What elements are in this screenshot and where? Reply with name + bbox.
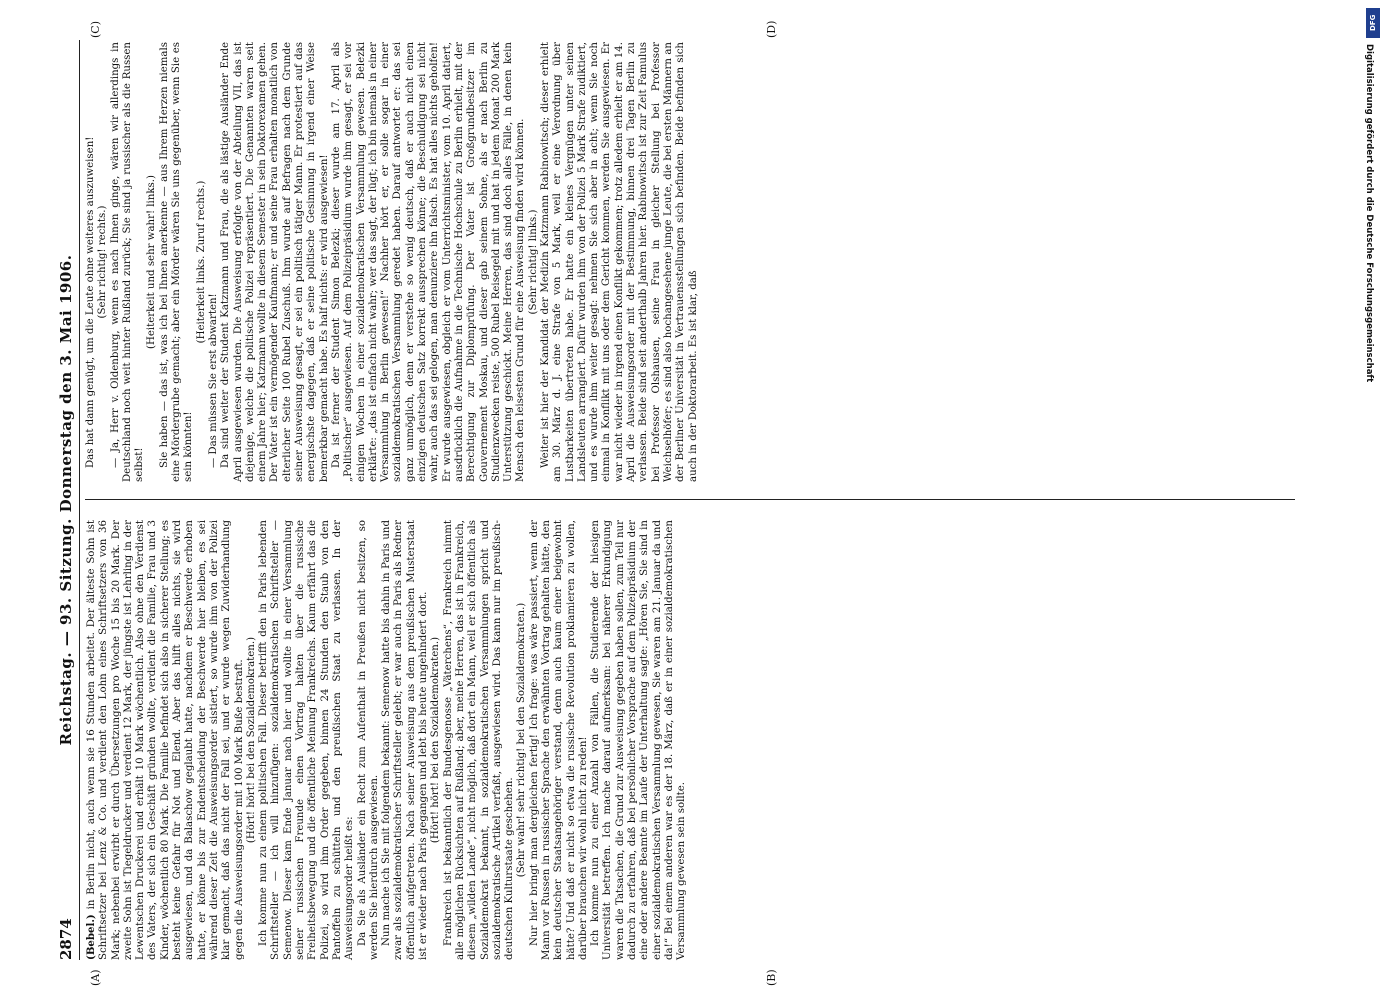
- paragraph-text: Weiter ist hier der Kandidat der Medizin Katzmann Rabinowitsch; dieser erhielt am 30. März d. J. eine Strafe von 5 Mark, weil er eine Verordnung über Lustbarkeiten übertreten habe. Er hatte ein kleines Vergnügen unter seinen Landsleuten arrangiert. Dafür wurden ihm von der Polizei 5 Mark Strafe zudiktiert, und es wurde ihm weiter gesagt: nehmen Sie sich aber in acht; wenn Sie noch einmal in Konflikt mit uns oder dem Gericht kommen, werden Sie ausgewiesen. Er war nicht wieder in irgend einen Konflikt gekommen; trotz alledem erhielt er am 14. April die Ausweisungsorder mit der Bestimmung, binnen drei Tagen Berlin zu verlassen. Beide sind seit anderthalb Jahren hier. Rabinowitsch ist zur Zeit Famulus bei Professor Olshausen, seine Frau in gleicher Stellung bei Professor Weichselhöfer; es sind also hochangesehene junge Leute, die bei ersten Männern an der Berliner Universität in Vertrauensstellungen sich befinden. Beide befinden sich auch in der Doktorarbeit. Es ist klar, daß: [539, 42, 699, 482]
- paragraph-text: Nun mache ich Sie mit folgendem bekannt: Semenow hatte bis dahin in Paris und zwar als sozialdemokratischer Schriftsteller gelebt; er war auch in Paris als Redner öffentlich aufgetreten. Nach seiner Ausweisung aus dem preußischen Musterstaat ist er wieder nach Paris gegangen und lebt bis heute ungehindert dort.: [381, 520, 430, 960]
- paragraph: [529, 520, 590, 960]
- paragraph-text: — Das müssen Sie erst abwarten!: [207, 293, 219, 468]
- paragraph: [85, 42, 97, 482]
- speaker-name: (Bebel.): [85, 914, 97, 960]
- paragraph-text: Frankreich ist bekanntlich der Bundesgenosse „Väterchens“, Frankreich nimmt alle möglichen Rücksichten auf Rußland; aber, meine Herren, das ist in Frankreich, diesem „wilden Lande“, nicht möglich, daß dort ein Mann, weil er sich öffentlich als Sozialdemokrat bekannt, in sozialdemokratischen Versammlungen spricht und sozialdemokratische Artikel verfaßt, ausgewiesen wird. Das kann nur im preußisch-deutschen Kulturstaate geschehen.: [442, 520, 516, 960]
- paragraph-text: Ich komme nun zu einer Anzahl von Fällen, die Studierende der hiesigen Universität betreffen. Ich mache darauf aufmerksam: bei näherer Erkundigung waren die Tatsachen, die Grund zur Ausweisung gegeben haben sollen, zum Teil nur dadurch zu erfahren, daß bei persönlicher Vorsprache auf dem Polizeipräsidium der eine oder andere Beamte im Laufe der Unterhaltung sagte: „Hören Sie, Sie sind in einer sozialdemokratischen Versammlung gewesen, Sie waren am 21. Januar da und da!“ Bei einem anderen war es der 18. März, daß er in einer sozialdemokratischen Versammlung gewesen sein sollte.: [590, 520, 688, 960]
- paragraph: [110, 42, 147, 482]
- paragraph: [258, 520, 356, 960]
- sidebar-note: [1360, 44, 1380, 644]
- paragraph-text: Da ist ferner der Student Simon Belezki; dieser wurde am 17. April als „Politischer“ ausgewiesen. Auf dem Polizeipräsidium wurde ihm gesagt, er sei vor einigen Wochen in einer sozialdemokratischen Versammlung gewesen. Belezki erklärte: „das ist einfach nicht wahr; wer das sagt, der lügt; ich bin niemals in einer Versammlung in Berlin gewesen!“ Nachher hört er, er solle sogar in einer sozialdemokratischen Versammlung geredet haben. Darauf antwortet er: das sei ganz unmöglich, denn er verstehe so wenig deutsch, daß er auch nicht einen einzigen deutschen Satz korrekt aussprechen könne; die Beschuldigung sei nicht wahr, auch das sei gelogen, man denunziere ihn falsch. Es hat alles nichts geholfen! Er wurde ausgewiesen, obgleich er vom Unterrichtsminister, vom 10. April datiert, ausdrücklich die Aufnahme in die Technische Hochschule zu Berlin erhielt, mit der Berechtigung zur Diplomprüfung. Der Vater ist Großgrundbesitzer im Gouvernement Moskau, und dieser gab seinem Sohne, als er nach Berlin zu Studienzwecken reiste, 500 Rubel Reisegeld mit und hat in jedem Monat 200 Mark Unterstützung geschickt. Meine Herren, das sind doch alles Fälle, in denen kein Mensch den leisesten Grund für eine Ausweisung finden wird können.: [330, 42, 527, 482]
- interjection: (Sehr richtig! rechts.): [97, 205, 109, 319]
- page-title: Reichstag. — 93. Sitzung. Donnerstag den 3. Mai 1906.: [57, 254, 75, 746]
- paragraph: [85, 520, 246, 960]
- interjection: (Heiterkeit links. Zuruf rechts.): [195, 180, 207, 344]
- left-column: [85, 520, 689, 960]
- paragraph-text: — Ja, Herr v. Oldenburg, wenn es nach Ihnen ginge, wären wir allerdings in Deutschland noch weit hinter Rußland zurück; Sie sind ja russischer als die Russen selbst!: [109, 42, 146, 482]
- funding-note: Digitalisierung gefördert durch die Deutsche Forschungsgemeinschaft: [1364, 44, 1374, 383]
- column-divider: [85, 499, 1295, 500]
- paragraph: [590, 520, 688, 960]
- paragraph: [208, 42, 220, 482]
- paragraph-text: Ich komme nun zu einem politischen Fall. Dieser betrifft den in Paris lebenden Schriftsteller — ich will hinzufügen: sozialdemokratischen Schriftsteller — Semenow. Dieser kam Ende Januar nach hier und wollte in einer Versammlung seiner russischen Freunde einen Vortrag halten über die russische Freiheitsbewegung und die öffentliche Meinung Frankreichs. Kaum erfährt das die Polizei, so wird ihm Order gegeben, binnen 24 Stunden den Staub von den Pantoffeln zu schütteln und den preußischen Staat zu verlassen. In der Ausweisungsorder heißt es:: [258, 520, 356, 960]
- paragraph: [220, 42, 331, 482]
- paragraph: [331, 42, 528, 482]
- interjection: (Sehr wahr! sehr richtig! bei den Sozialdemokraten.): [516, 602, 528, 878]
- interjection: (Sehr richtig! links.): [527, 209, 539, 315]
- paragraph: [540, 42, 700, 482]
- interjection: (Hört! hört! bei den Sozialdemokraten.): [245, 636, 257, 844]
- paragraph-text: Sie haben — das ist, was ich bei Ihnen anerkenne — aus Ihrem Herzen niemals eine Mördergrube gemacht; aber ein Mörder wären Sie uns gegenüber, wenn Sie es sein könnten!: [158, 42, 195, 482]
- paragraph-text: Da sind weiter der Student Katzmann und Frau, die als lästige Ausländer Ende April ausgewiesen wurden. Die Ausweisung erfolgte von der Abteilung VII, das ist diejenige, welche die politische Polizei repräsentiert. Die Genannten waren seit einem Jahre hier; Katzmann wollte in diesem Semester in sein Doktorexamen gehen. Der Vater ist ein vermögender Kaufmann; er und seine Frau erhalten monatlich von elterlicher Seite 100 Rubel Zuschuß. Ihm wurde auf Befragen nach dem Grunde seiner Ausweisung gesagt, er sei ein politisch tätiger Mann. Er protestiert auf das energischste dagegen, daß er seine politische Gesinnung in irgend einer Weise bemerkbar gemacht habe. Es half nichts: er wird ausgewiesen!: [220, 42, 330, 482]
- page-number: 2874: [57, 918, 75, 960]
- margin-marker-c: (C): [89, 21, 102, 38]
- margin-marker-d: (D): [765, 20, 778, 38]
- paragraph-text: Nur hier bringt man dergleichen fertig! Ich frage: was wäre passiert, wenn der Mann vor Russen in russischer Sprache den erwähnten Vortrag gehalten hätte, den kein deutscher Staatsangehöriger verstand, denn auch kaum einer beigewohnt hätte? Und daß er nicht so etwa die russische Revolution proklamieren zu wollen, darüber brauchen wir wohl nicht zu reden!: [528, 520, 589, 960]
- paragraph: [357, 520, 382, 960]
- paragraph-text: Da Sie als Ausländer ein Recht zum Aufenthalt in Preußen nicht besitzen, so werden Sie hierdurch ausgewiesen.: [356, 520, 380, 960]
- right-column: [85, 42, 700, 482]
- margin-marker-a: (A): [89, 969, 102, 986]
- interjection: (Hört! hört! bei den Sozialdemokraten.): [430, 636, 442, 844]
- interjection: (Heiterkeit und sehr wahr! links.): [146, 175, 158, 349]
- paragraph: [159, 42, 196, 482]
- dfg-logo: DFG: [1366, 8, 1380, 38]
- paragraph-text: in Berlin nicht, auch wenn sie 16 Stunden arbeitet. Der älteste Sohn ist Schriftsetzer bei Lenz & Co. und verdient den Lohn eines Schriftsetzers von 36 Mark; nebenbei erwirbt er durch Übersetzungen pro Woche 15 bis 20 Mark. Der zweite Sohn ist Tiegeldrucker und verdient 12 Mark, der jüngste ist Lehrling in der Lewentschen Druckerei und erhält 10 Mark wöchentlich. Also ohne den Verdienst des Vaters, der sich ein Geschäft gründen wollte, verdient die Familie, Frau und 3 Kinder, wöchentlich 80 Mark. Die Familie befindet sich also in sicherer Stellung; es besteht keine Gefahr für Not und Elend. Aber das hilft alles nichts, sie wird ausgewiesen, und da Balaschow geglaubt hatte, nachdem er Beschwerde erhoben hatte, er könne bis zur Endentscheidung der Beschwerde hier bleiben, es sei während dieser Zeit die Ausweisungsorder sistiert, so wurde ihm von der Polizei klar gemacht, daß das nicht der Fall sei, und er wurde wegen Zuwiderhandlung gegen die Ausweisungsorder mit 100 Mark Buße bestraft.: [86, 520, 245, 960]
- paragraph: [381, 520, 430, 960]
- page-header: [55, 40, 81, 960]
- document-page: [55, 20, 1305, 986]
- paragraph: [443, 520, 517, 960]
- paragraph-text: Das hat dann genügt, um die Leute ohne weiteres auszuweisen!: [85, 136, 96, 468]
- header-rule: [79, 40, 80, 960]
- margin-marker-b: (B): [765, 969, 778, 986]
